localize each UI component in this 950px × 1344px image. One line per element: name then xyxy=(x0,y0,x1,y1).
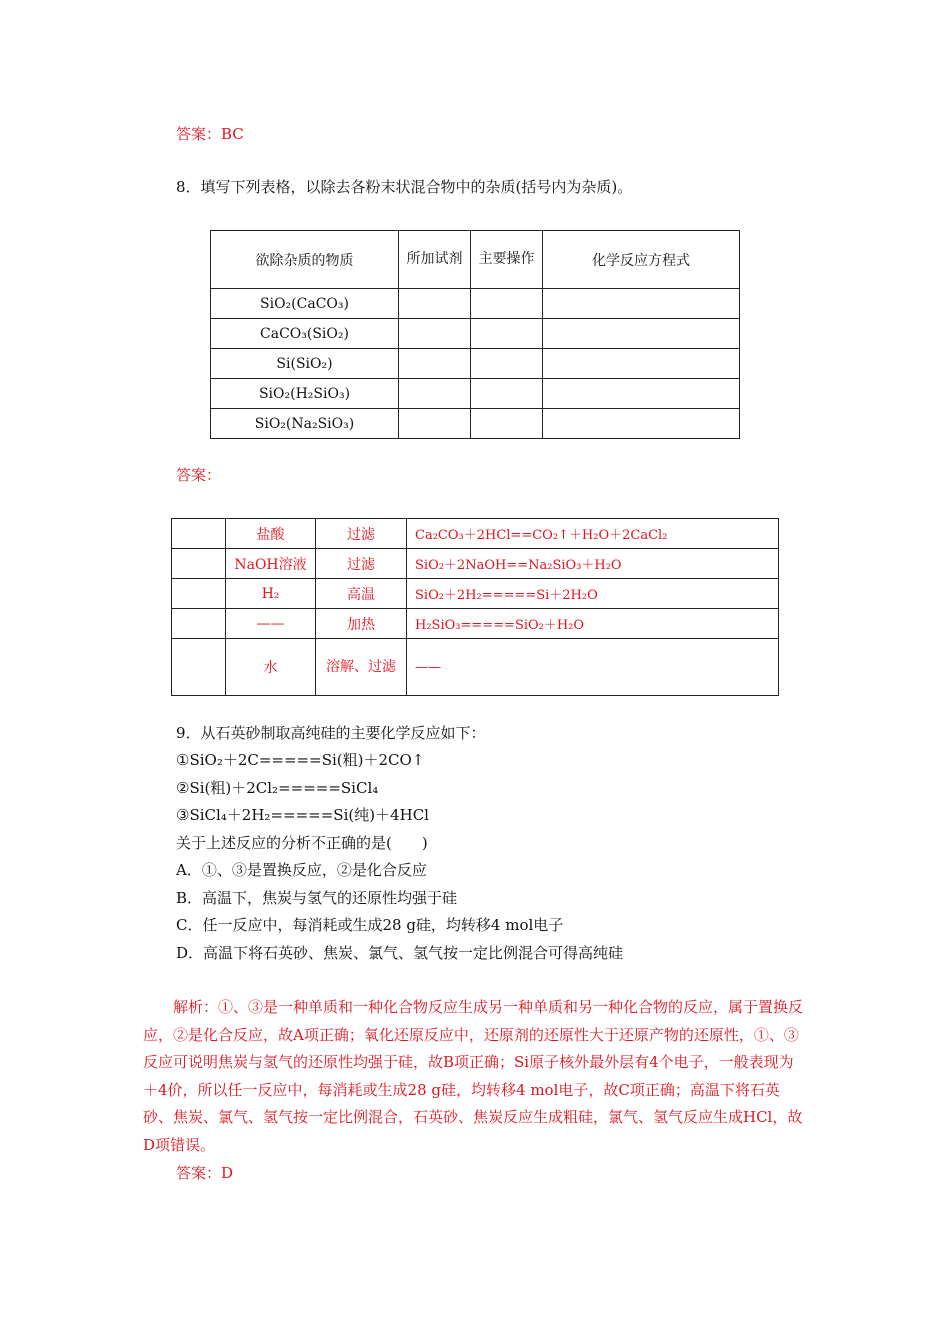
operation-cell: 溶解、过滤 xyxy=(316,639,407,696)
operation-cell: 过滤 xyxy=(316,549,407,579)
question-8-stem: 8．填写下列表格，以除去各粉末状混合物中的杂质(括号内为杂质)。 xyxy=(176,178,633,196)
table-row xyxy=(172,549,779,579)
answer-q7: 答案：BC xyxy=(176,125,244,143)
table-row xyxy=(172,579,779,609)
reaction-1: ①SiO₂＋2C=====Si(粗)＋2CO↑ xyxy=(176,751,425,769)
table-row xyxy=(211,319,740,349)
answer-q9: 答案：D xyxy=(176,1164,234,1182)
option-d: D．高温下将石英砂、焦炭、氯气、氢气按一定比例混合可得高纯硅 xyxy=(176,944,624,962)
reagent-cell: 水 xyxy=(226,639,316,696)
table-header: 所加试剂 xyxy=(399,231,471,289)
table-row xyxy=(211,289,740,319)
equation-cell: —— xyxy=(407,639,779,696)
reaction-3: ③SiCl₄＋2H₂=====Si(纯)＋4HCl xyxy=(176,806,429,824)
option-a: A．①、③是置换反应，②是化合反应 xyxy=(176,861,427,879)
reagent-cell: NaOH溶液 xyxy=(226,549,316,579)
table-row xyxy=(172,639,779,696)
table-row xyxy=(211,409,740,439)
operation-cell: 过滤 xyxy=(316,519,407,549)
reagent-cell: —— xyxy=(226,609,316,639)
reagent-cell: H₂ xyxy=(226,579,316,609)
table-cell: Si(SiO₂) xyxy=(211,349,399,379)
table-header: 主要操作 xyxy=(471,231,543,289)
question-8-table xyxy=(210,230,740,439)
equation-cell: SiO₂＋2H₂=====Si＋2H₂O xyxy=(407,579,779,609)
analysis-paragraph: 解析：①、③是一种单质和一种化合物反应生成另一种单质和另一种化合物的反应，属于置换反应，②是化合反应，故A项正确；氧化还原反应中，还原剂的还原性大于还原产物的还原性，①、③反应可说明焦炭与氢气的还原性均强于硅，故B项正确；Si原子核外最外层有4个电子，一般表现为＋4价，所以任一反应中，每消耗或生成28 g硅，均转移4 mol电子，故C项正确；高温下将石英砂、焦炭、氯气、氢气按一定比例混合，石英砂、焦炭反应生成粗硅，氯气、氢气反应生成HCl，故D项错误。 xyxy=(143,998,804,1154)
reagent-cell: 盐酸 xyxy=(226,519,316,549)
operation-cell: 加热 xyxy=(316,609,407,639)
reaction-2: ②Si(粗)＋2Cl₂=====SiCl₄ xyxy=(176,779,379,797)
table-row xyxy=(211,379,740,409)
question-9-stem: 9．从石英砂制取高纯硅的主要化学反应如下： xyxy=(176,724,486,742)
table-cell: SiO₂(H₂SiO₃) xyxy=(211,379,399,409)
table-header: 欲除杂质的物质 xyxy=(211,231,399,289)
option-b: B．高温下，焦炭与氢气的还原性均强于硅 xyxy=(176,889,458,907)
table-cell: SiO₂(Na₂SiO₃) xyxy=(211,409,399,439)
question-9-prompt: 关于上述反应的分析不正确的是( ) xyxy=(176,834,428,852)
equation-cell: SiO₂＋2NaOH==Na₂SiO₃＋H₂O xyxy=(407,549,779,579)
answer-table xyxy=(171,518,779,696)
table-row xyxy=(172,519,779,549)
option-c: C．任一反应中，每消耗或生成28 g硅，均转移4 mol电子 xyxy=(176,916,564,934)
table-row xyxy=(172,609,779,639)
equation-cell: Ca₂CO₃＋2HCl==CO₂↑＋H₂O＋2CaCl₂ xyxy=(407,519,779,549)
operation-cell: 高温 xyxy=(316,579,407,609)
table-cell: SiO₂(CaCO₃) xyxy=(211,289,399,319)
table-header: 化学反应方程式 xyxy=(543,231,740,289)
table-row xyxy=(211,349,740,379)
table-cell: CaCO₃(SiO₂) xyxy=(211,319,399,349)
equation-cell: H₂SiO₃=====SiO₂＋H₂O xyxy=(407,609,779,639)
answer-label-q8: 答案： xyxy=(176,466,222,484)
